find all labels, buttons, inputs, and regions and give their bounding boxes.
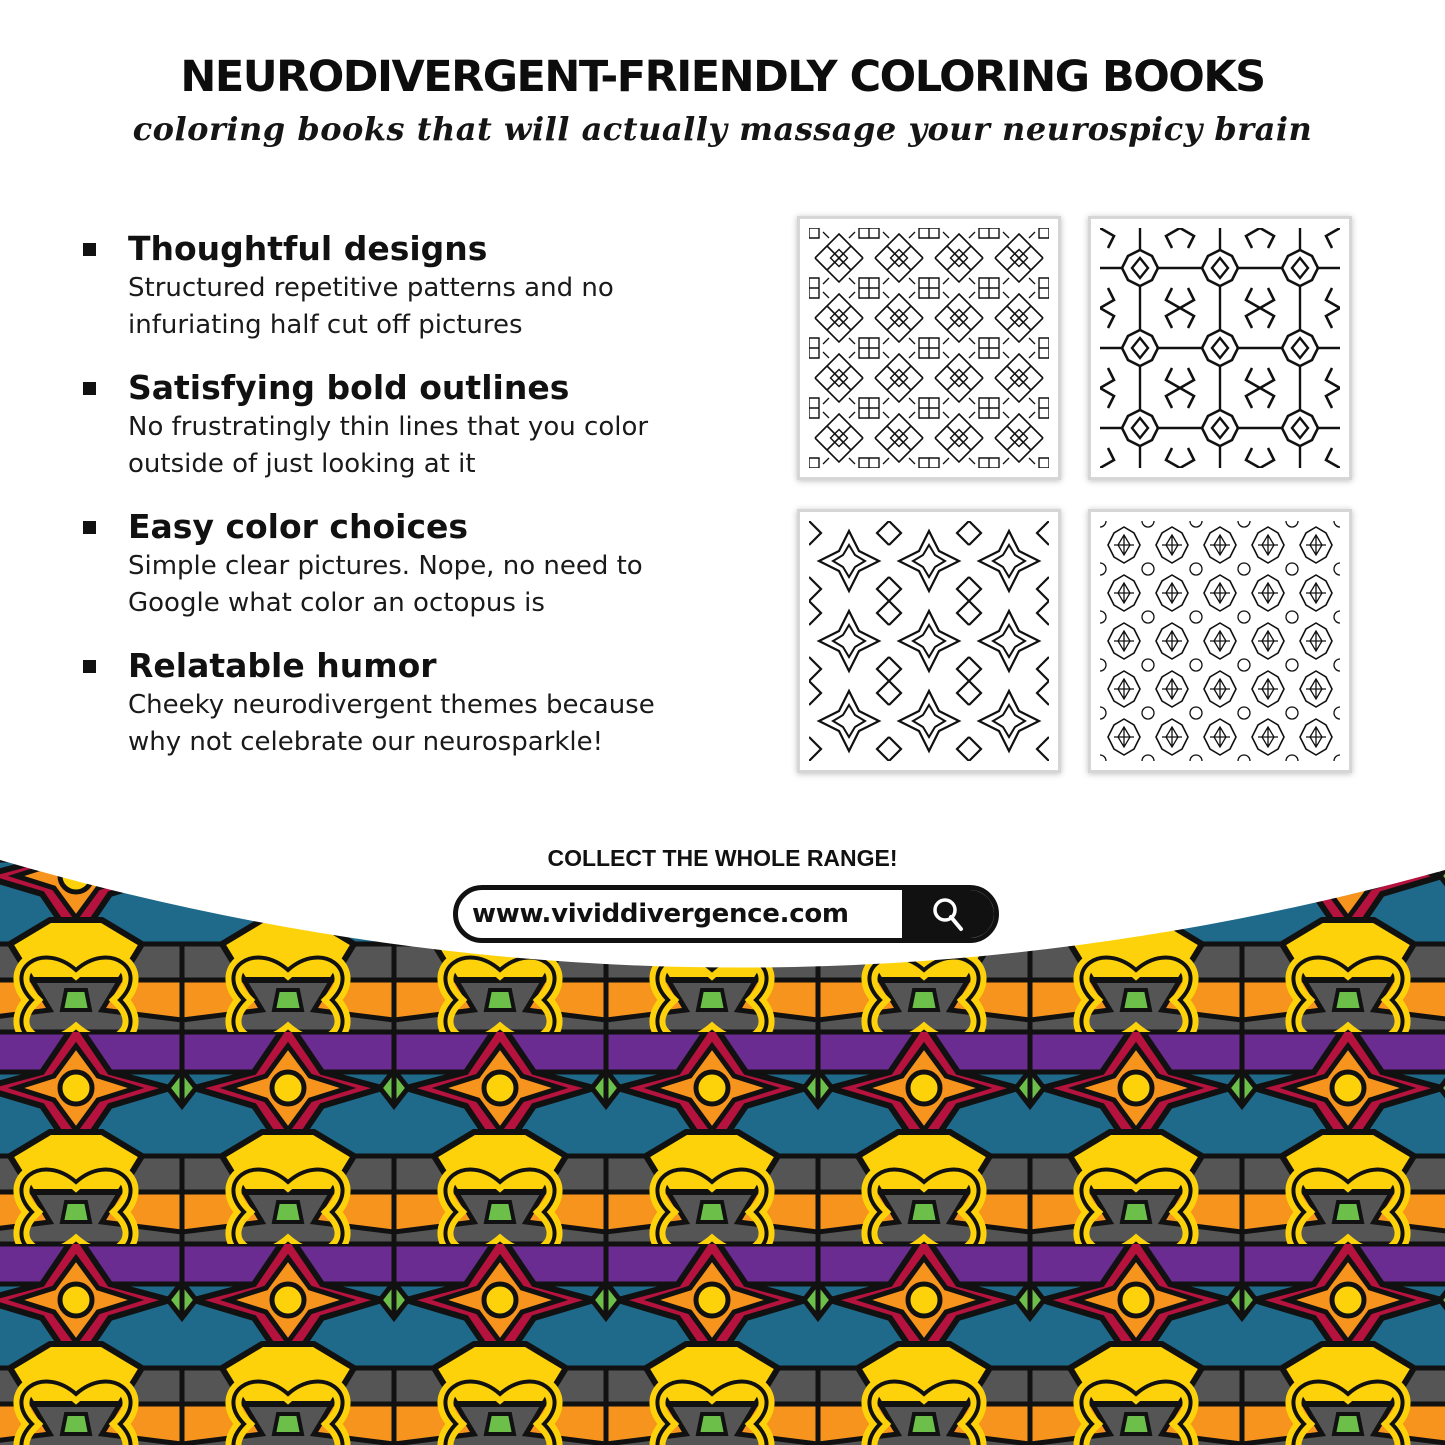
coloring-pattern-image: [809, 521, 1049, 761]
page-title: NEURODIVERGENT-FRIENDLY COLORING BOOKS: [180, 52, 1265, 102]
feature-item: [80, 228, 780, 367]
feature-item: [80, 645, 780, 784]
feature-description-line: infuriating half cut off pictures: [128, 310, 523, 340]
feature-title: Relatable humor: [128, 646, 437, 685]
feature-description-line: why not celebrate our neurosparkle!: [128, 727, 604, 757]
search-button[interactable]: [902, 890, 994, 938]
feature-description-line: outside of just looking at it: [128, 449, 476, 479]
feature-description-line: No frustratingly thin lines that you color: [128, 412, 649, 442]
coloring-page-thumbnail: [1088, 216, 1352, 480]
bullet-icon: [83, 660, 96, 673]
page-subtitle: coloring books that will actually massage your neurospicy brain: [132, 110, 1313, 148]
feature-description-line: Structured repetitive patterns and no: [128, 273, 614, 303]
coloring-pattern-image: [1100, 228, 1340, 468]
feature-title: Thoughtful designs: [128, 229, 488, 268]
feature-description-line: Google what color an octopus is: [128, 588, 545, 618]
bullet-icon: [83, 521, 96, 534]
coloring-pattern-image: [1100, 521, 1340, 761]
feature-item: [80, 506, 780, 645]
bullet-icon: [83, 382, 96, 395]
feature-description-line: Simple clear pictures. Nope, no need to: [128, 551, 643, 581]
website-search-bar[interactable]: [453, 885, 999, 943]
bullet-icon: [83, 243, 96, 256]
feature-title: Easy color choices: [128, 507, 469, 546]
coloring-page-thumbnail: [797, 509, 1061, 773]
collect-range-label: COLLECT THE WHOLE RANGE!: [547, 845, 898, 871]
website-url[interactable]: www.vividdivergence.com: [472, 899, 849, 929]
feature-list: [80, 228, 780, 784]
feature-title: Satisfying bold outlines: [128, 368, 570, 407]
coloring-page-thumbnail: [797, 216, 1061, 480]
feature-description-line: Cheeky neurodivergent themes because: [128, 690, 655, 720]
magnifier-icon: [930, 896, 966, 934]
feature-item: [80, 367, 780, 506]
coloring-pattern-image: [809, 228, 1049, 468]
coloring-page-thumbnail: [1088, 509, 1352, 773]
